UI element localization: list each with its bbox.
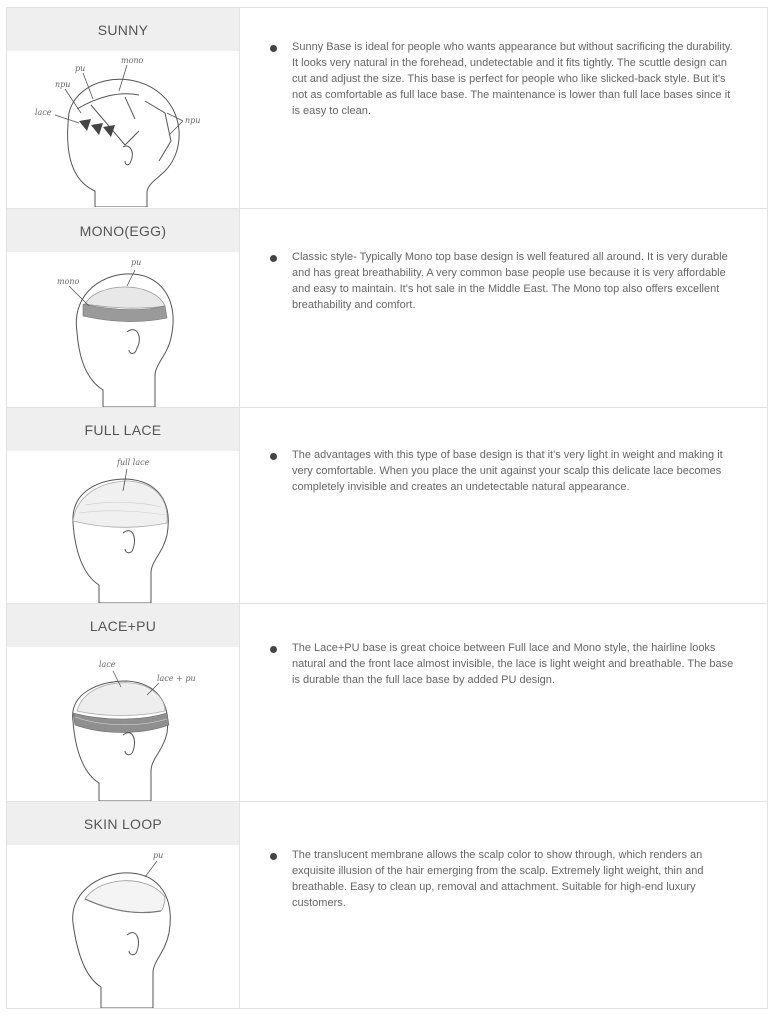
base-title: FULL LACE — [7, 408, 239, 451]
label-npu-right: npu — [185, 116, 201, 125]
base-right-cell — [240, 408, 767, 603]
base-description: The translucent membrane allows the scalp color to show through, which renders an exquisite illusion of the hair emerging from the scalp. Extremely light weight, thin and breathable. Easy to clean up, removal and attachment. Suitable for high-end luxury customers. — [292, 849, 704, 909]
base-title: MONO(EGG) — [7, 209, 239, 252]
label-pu: pu — [153, 851, 164, 860]
base-title: LACE+PU — [7, 604, 239, 647]
label-lace: lace — [99, 660, 116, 669]
base-row-full-lace — [7, 407, 767, 603]
label-mono: mono — [57, 277, 80, 286]
base-comparison-table — [6, 7, 768, 1009]
bullet-icon — [270, 45, 277, 52]
base-row-sunny — [7, 8, 767, 208]
label-lace-pu: lace + pu — [157, 674, 196, 683]
base-right-cell — [240, 8, 767, 208]
label-lace: lace — [35, 108, 52, 117]
base-description: Classic style- Typically Mono top base design is well featured all around. It is very durable and has great breathability. A very common base people use because it is very affordable and easy to maintain. It's hot sale in the Middle East. The Mono top also offers excellent breathability and comfort. — [292, 251, 728, 311]
label-full-lace: full lace — [117, 458, 150, 467]
label-npu-left: npu — [55, 80, 71, 89]
bullet-icon — [270, 255, 277, 262]
base-right-cell — [240, 802, 767, 1008]
base-left-cell — [7, 802, 240, 1008]
sunny-head-illustration — [7, 51, 239, 208]
base-left-cell — [7, 604, 240, 801]
label-pu: pu — [75, 64, 86, 73]
base-title: SUNNY — [7, 8, 239, 51]
bullet-icon — [270, 646, 277, 653]
base-right-cell — [240, 209, 767, 407]
base-left-cell — [7, 209, 240, 407]
base-description: The advantages with this type of base design is that it's very light in weight and making it very comfortable. When you place the unit against your scalp this delicate lace becomes completely invisible and creates an undetectable natural appearance. — [292, 449, 723, 493]
full-lace-head-illustration — [7, 451, 239, 603]
bullet-icon — [270, 853, 277, 860]
lace-pu-head-illustration — [7, 647, 239, 801]
base-row-lace-pu — [7, 603, 767, 801]
base-right-cell — [240, 604, 767, 801]
label-mono: mono — [121, 56, 144, 65]
base-description: Sunny Base is ideal for people who wants appearance but without sacrificing the durability. It looks very natural in the forehead, undetectable and it fits tightly. The scuttle design can cut and adjust the size. This base is perfect for people who like slicked-back style. But it's not as comfortable as full lace base. The maintenance is lower than full lace bases since it is easy to clean. — [292, 41, 733, 117]
base-left-cell — [7, 408, 240, 603]
base-row-mono-egg — [7, 208, 767, 407]
base-title: SKIN LOOP — [7, 802, 239, 845]
label-pu: pu — [131, 258, 142, 267]
mono-egg-head-illustration — [7, 252, 239, 407]
skin-loop-head-illustration — [7, 845, 239, 1008]
base-left-cell — [7, 8, 240, 208]
base-description: The Lace+PU base is great choice between Full lace and Mono style, the hairline looks natural and the front lace almost invisible, the lace is light weight and breathable. The base is durable than the full lace base by added PU design. — [292, 642, 734, 686]
base-row-skin-loop — [7, 801, 767, 1008]
bullet-icon — [270, 453, 277, 460]
